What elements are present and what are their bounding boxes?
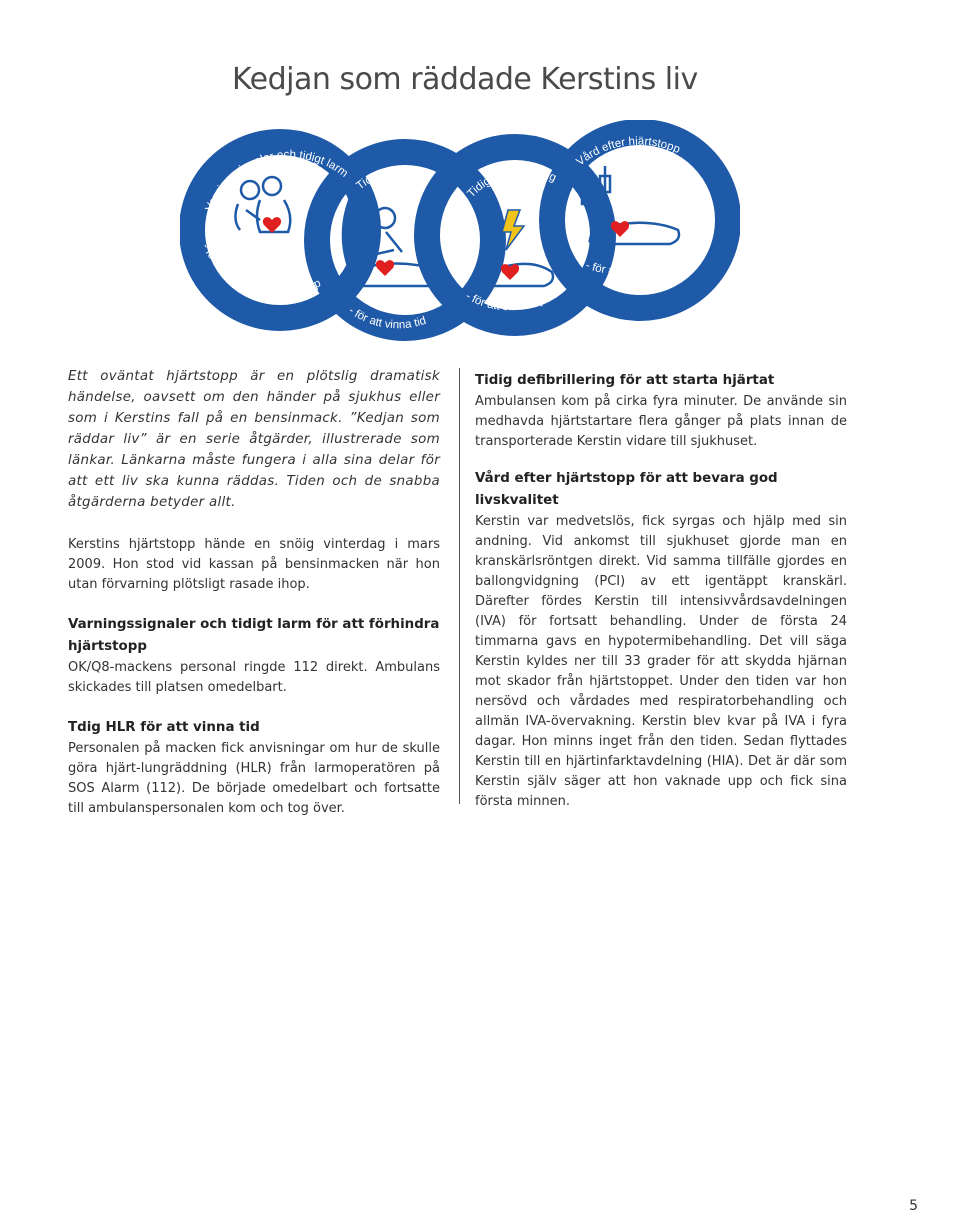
warning-signals-paragraph: OK/Q8-mackens personal ringde 112 direkt. Ambulans skickades till platsen omedelbart. [68, 660, 440, 695]
section-heading-post-care: Vård efter hjärtstopp för att bevara god livskvalitet [475, 471, 778, 508]
heart-icon [263, 217, 281, 233]
section-heading-early-cpr: Tdig HLR för att vinna tid [68, 720, 260, 735]
link-2-bottom-label: - för att vinna tid [346, 304, 428, 332]
page-title: Kedjan som räddade Kerstins liv [232, 62, 698, 97]
right-column [475, 370, 847, 812]
story-paragraph: Kerstins hjärtstopp hände en snöig vinterdag i mars 2009. Hon stod vid kassan på bensinmacken när hon utan förvarning plötsligt rasade ihop. [68, 537, 440, 592]
link-2-top-label: Tidig HLR [354, 166, 409, 193]
page-number: 5 [909, 1198, 918, 1214]
intro-paragraph: Ett oväntat hjärtstopp är en plötslig dramatisk händelse, oavsett om den händer på sjukhus eller som i Kerstins fall på en bensinmack. ”Kedjan som räddar liv” är en serie åtgärder, illustrerade som länkar. Länkarna måste fungera i alla sina delar för att ett liv ska kunna räddas. Tiden och de snabba åtgärderna betyder allt. [68, 369, 440, 510]
early-cpr-paragraph: Personalen på macken fick anvisningar om hur de skulle göra hjärt-lungräddning (HLR) från larmoperatören på SOS Alarm (112). De började omedelbart och fortsatte till ambulanspersonalen kom och tog över. [68, 741, 440, 816]
post-care-paragraph: Kerstin var medvetslös, fick syrgas och hjälp med sin andning. Vid ankomst till sjukhuset gjorde man en kranskärlsröntgen direkt. Vid samma tillfälle gjordes en ballongvidgning (PCI) av ett igentäppt kranskärl. Därefter fördes Kerstin till intensivvårdsavdelningen (IVA) för fortsatt behandling. Under de första 24 timmarna gavs en hypotermibehandling. Det vill säga Kerstin kyldes ner till 33 grader för att skydda hjärnan mot skador från hjärtstoppet. Under den tiden var hon nersövd och vårdades med respiratorbehandling och allmän IVA-övervakning. Kerstin blev kvar på IVA i fyra dagar. Hon minns inget från den tiden. Sedan flyttades Kerstin till en hjärtinfarktavdelning (HIA). Det är där som Kerstin själv säger att hon vaknade upp och fick sina första minnen. [475, 514, 847, 809]
chain-of-survival-illustration [180, 120, 740, 350]
link-1-bottom-label: - för att förhindra hjärtstopp [199, 241, 323, 298]
link-4-bottom-label: - för att bevara god livskvalite [583, 208, 711, 278]
link-3-top-label: Tidig defibrillering [465, 165, 558, 201]
link-4-top-label: Vård efter hjärtstopp [574, 135, 682, 169]
phone-call-icon [235, 177, 290, 232]
defibrillation-paragraph: Ambulansen kom på cirka fyra minuter. De använde sin medhavda hjärtstartare flera gånger på plats innan de transporterade Kerstin vidare till sjukhuset. [475, 394, 847, 449]
column-divider [459, 368, 460, 804]
heart-icon [376, 260, 394, 276]
link-1-top-label: Varningssignaler och tidigt larm [203, 148, 350, 214]
section-heading-defibrillation: Tidig defibrillering för att starta hjärtat [475, 373, 775, 388]
link-3-bottom-label: - för att starta hjärtat [463, 284, 565, 314]
left-column [68, 366, 440, 819]
section-heading-warning-signals: Varningssignaler och tidigt larm för att förhindra hjärtstopp [68, 617, 440, 654]
